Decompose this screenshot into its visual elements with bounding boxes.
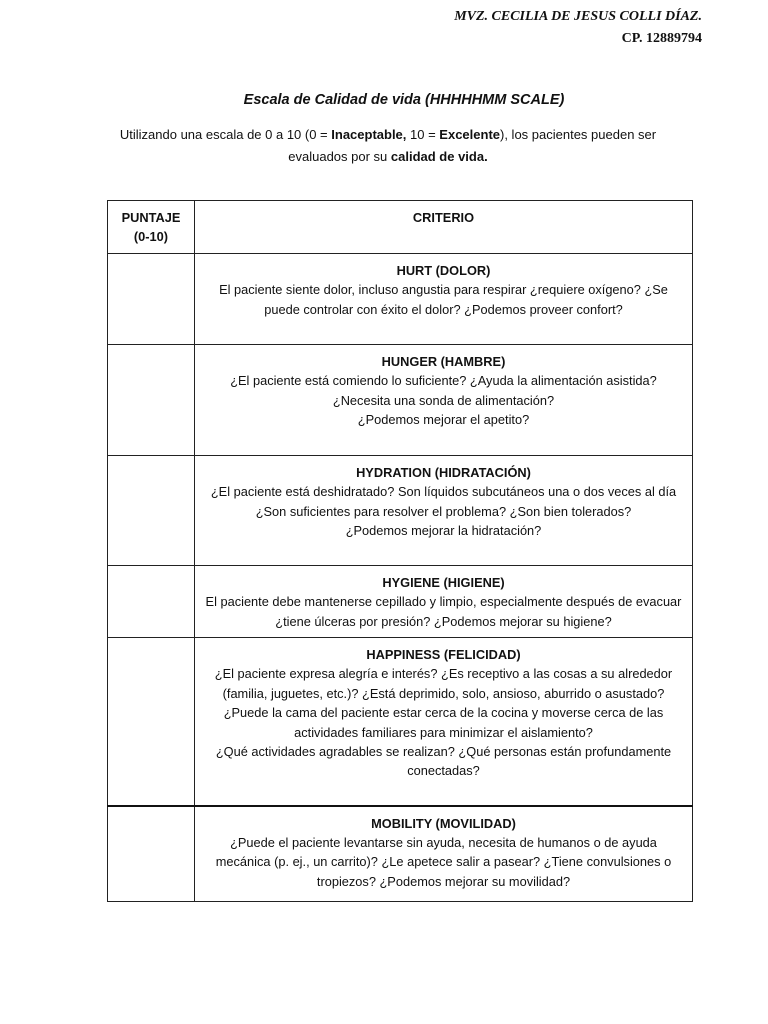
criteria-title: HURT (DOLOR)	[396, 263, 491, 278]
criteria-text: El paciente debe mantenerse cepillado y limpio, especialmente después de evacuar ¿tiene úlceras por presión? ¿Podemos mejorar su higiene?	[205, 594, 682, 629]
document-header	[454, 6, 702, 50]
criteria-title: HAPPINESS (FELICIDAD)	[366, 647, 521, 662]
score-header-line2: (0-10)	[133, 229, 169, 245]
intro-paragraph	[100, 124, 676, 168]
criteria-title: HYGIENE (HIGIENE)	[382, 575, 505, 590]
criteria-cell-hurt	[195, 254, 693, 345]
criteria-title: HYDRATION (HIDRATACIÓN)	[356, 465, 531, 480]
table-row	[108, 456, 693, 566]
criteria-text: ¿Son suficientes para resolver el problema? ¿Son bien tolerados?	[255, 503, 632, 519]
criteria-text: ¿El paciente está comiendo lo suficiente? ¿Ayuda la alimentación asistida?	[230, 373, 657, 389]
intro-text-1: Utilizando una escala de 0 a 10 (0 =	[119, 127, 332, 142]
criteria-text: ¿Podemos mejorar el apetito?	[357, 412, 530, 428]
criteria-text: ¿El paciente está deshidratado? Son líquidos subcutáneos una o dos veces al día	[210, 484, 677, 500]
quality-of-life-table	[107, 200, 693, 902]
score-cell-hurt[interactable]	[108, 254, 195, 345]
license-number: CP. 12889794	[621, 31, 702, 46]
score-cell-hunger[interactable]	[108, 345, 195, 456]
document-title: Escala de Calidad de vida (HHHHHMM SCALE)	[243, 92, 565, 108]
criteria-cell-hydration	[195, 456, 693, 566]
score-cell-hydration[interactable]	[108, 456, 195, 566]
score-cell-hygiene[interactable]	[108, 566, 195, 638]
table-row	[108, 638, 693, 806]
score-header-line1: PUNTAJE	[121, 210, 181, 225]
criteria-cell-mobility	[195, 806, 693, 902]
table-row	[108, 345, 693, 456]
score-column-header	[108, 201, 195, 254]
criteria-column-header: CRITERIO	[195, 201, 693, 254]
intro-text-2: 10 =	[406, 127, 440, 142]
intro-text-3: ), los pacientes pueden ser evaluados por su	[288, 127, 657, 164]
table-row	[108, 254, 693, 345]
intro-bold-quality: calidad de vida.	[390, 149, 488, 164]
criteria-text: El paciente siente dolor, incluso angustia para respirar ¿requiere oxígeno? ¿Se puede controlar con éxito el dolor? ¿Podemos proveer confort?	[219, 282, 668, 317]
score-cell-mobility[interactable]	[108, 806, 195, 902]
criteria-cell-hygiene	[195, 566, 693, 638]
criteria-title: HUNGER (HAMBRE)	[381, 354, 506, 369]
criteria-cell-hunger	[195, 345, 693, 456]
table-row	[108, 806, 693, 902]
criteria-text: ¿Podemos mejorar la hidratación?	[345, 523, 542, 539]
criteria-text: ¿Qué actividades agradables se realizan? ¿Qué personas están profundamente conectadas?	[215, 744, 672, 779]
table-header-row	[108, 201, 693, 254]
table-row	[108, 566, 693, 638]
intro-bold-excellent: Excelente	[439, 127, 500, 142]
author-name: MVZ. CECILIA DE JESUS COLLI DÍAZ.	[454, 9, 702, 24]
criteria-text: ¿Puede el paciente levantarse sin ayuda, necesita de humanos o de ayuda mecánica (p. ej., un carrito)? ¿Le apetece salir a pasear? ¿Tiene convulsiones o tropiezos? ¿Podemos mejorar su movilidad?	[215, 834, 672, 889]
intro-bold-unacceptable: Inaceptable,	[331, 127, 407, 142]
criteria-cell-happiness	[195, 638, 693, 806]
criteria-title: MOBILITY (MOVILIDAD)	[371, 815, 516, 831]
score-cell-happiness[interactable]	[108, 638, 195, 806]
criteria-text: ¿El paciente expresa alegría e interés? ¿Es receptivo a las cosas a su alrededor (familia, juguetes, etc.)? ¿Está deprimido, solo, ansioso, aburrido o asustado? ¿Puede la cama del paciente estar cerca de la cocina y moverse cerca de las actividades familiares para minimizar el aislamiento?	[214, 666, 673, 740]
criteria-text: ¿Necesita una sonda de alimentación?	[332, 392, 555, 408]
